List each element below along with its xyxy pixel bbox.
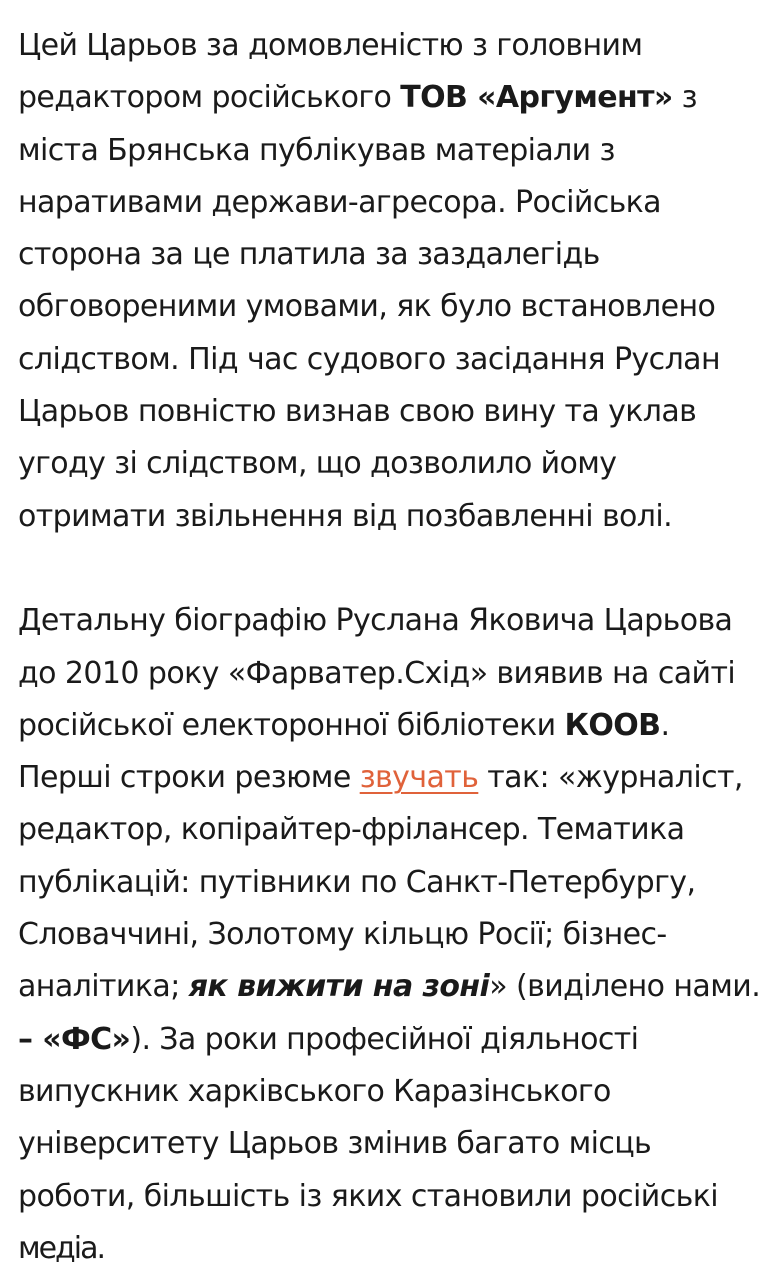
text-run: аналітика; bbox=[18, 969, 189, 1005]
text-line bbox=[18, 1014, 781, 1066]
paragraph-gap bbox=[18, 543, 781, 595]
text-line: публікацій: путівники по Санкт-Петербургу, bbox=[18, 864, 696, 900]
text-line: обговореними умовами, як було встановлено bbox=[18, 289, 716, 325]
source-link[interactable]: звучать bbox=[359, 760, 479, 796]
text-run: . bbox=[660, 707, 670, 743]
text-line: угоду зі слідством, що дозволило йому bbox=[18, 446, 617, 482]
text-line: Детальну біографію Руслана Яковича Царьова bbox=[18, 603, 733, 639]
text-run: редактором російського bbox=[18, 80, 401, 116]
text-line: міста Брянська публікував матеріали з bbox=[18, 132, 615, 168]
article-body bbox=[18, 20, 781, 1275]
text-run: з bbox=[672, 80, 697, 116]
text-run: ). За роки професійної діяльності bbox=[130, 1021, 639, 1057]
company-name: ТОВ «Аргумент» bbox=[400, 80, 673, 116]
text-line bbox=[18, 700, 781, 752]
text-line: медіа. bbox=[18, 1230, 104, 1266]
text-run: » (виділено нами. bbox=[489, 969, 761, 1005]
text-line: Царьов повністю визнав свою вину та уклав bbox=[18, 394, 697, 430]
paragraph-1 bbox=[18, 20, 781, 543]
text-line: слідством. Під час судового засідання Руслан bbox=[18, 341, 721, 377]
paragraph-2 bbox=[18, 595, 781, 1275]
text-line: наративами держави-агресора. Російська bbox=[18, 184, 661, 220]
text-line bbox=[18, 961, 781, 1013]
text-line bbox=[18, 752, 781, 804]
text-line: Словаччині, Золотому кільцю Росії; бізнес- bbox=[18, 917, 667, 953]
text-line: університету Царьов змінив багато місць bbox=[18, 1126, 652, 1162]
library-name: КООВ bbox=[564, 707, 661, 743]
emphasis-text: як вижити на зоні bbox=[188, 969, 490, 1005]
text-line: Цей Царьов за домовленістю з головним bbox=[18, 28, 643, 63]
text-line: роботи, більшість із яких становили російські bbox=[18, 1178, 719, 1214]
text-line bbox=[18, 72, 781, 124]
text-line: отримати звільнення від позбавленні волі. bbox=[18, 498, 673, 534]
text-line: випускник харківського Каразінського bbox=[18, 1073, 611, 1109]
text-line: до 2010 року «Фарватер.Схід» виявив на сайті bbox=[18, 655, 736, 691]
text-run: Перші строки резюме bbox=[18, 760, 360, 796]
editor-note: – «ФС» bbox=[18, 1021, 131, 1057]
text-run: російської електоронної бібліотеки bbox=[18, 707, 565, 743]
text-line: редактор, копірайтер-фрілансер. Тематика bbox=[18, 812, 685, 848]
text-run: так: «журналіст, bbox=[478, 760, 743, 796]
text-line: сторона за це платила за заздалегідь bbox=[18, 237, 600, 273]
